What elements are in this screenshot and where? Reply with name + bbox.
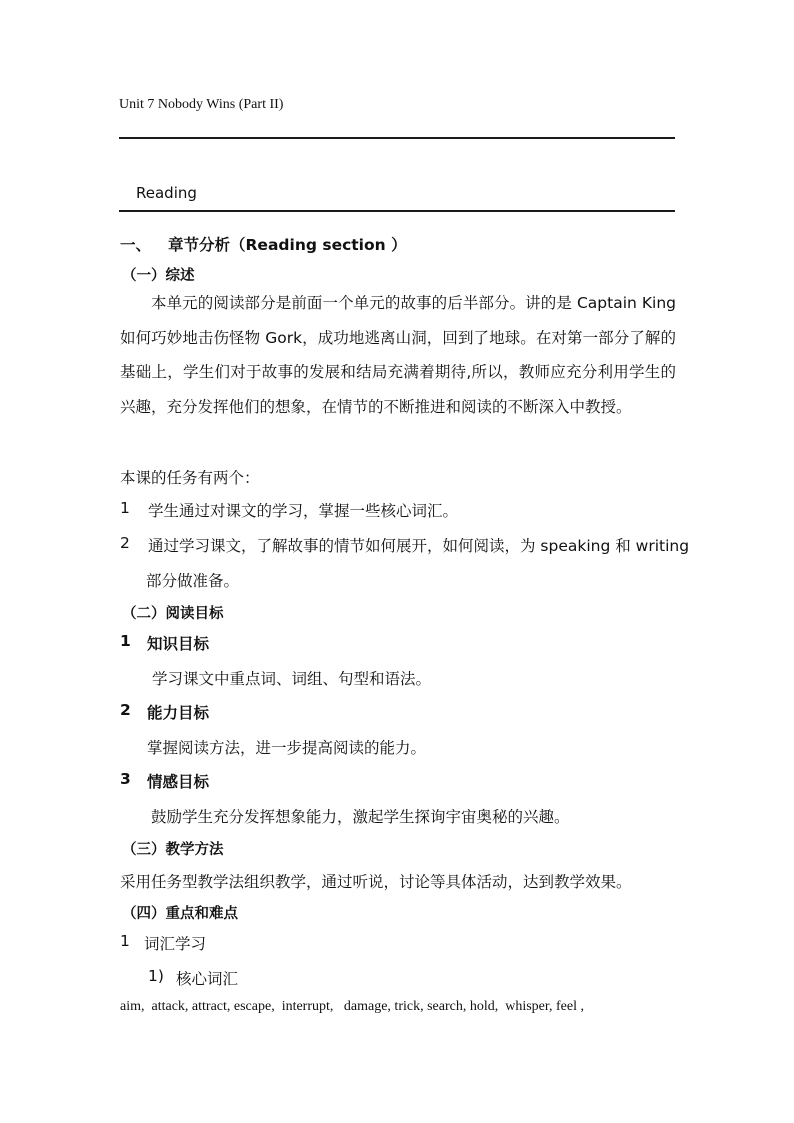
- vocab-number: 1: [120, 932, 130, 950]
- vocab-item: [120, 932, 207, 953]
- task-number: 1: [120, 499, 130, 517]
- chapter-heading-text: 章节分析（Reading section ）: [168, 236, 407, 254]
- goal-item: [120, 632, 210, 653]
- page-header-title: Unit 7 Nobody Wins (Part II): [119, 97, 284, 112]
- core-word-list: aim, attack, attract, escape, interrupt, damage, trick, search, hold, whisper, feel ,: [120, 999, 584, 1014]
- section-label: Reading: [136, 184, 197, 202]
- chapter-heading: [120, 233, 407, 255]
- goal-text: 学习课文中重点词、词组、句型和语法。: [152, 670, 432, 688]
- goal-text: 掌握阅读方法，进一步提高阅读的能力。: [147, 739, 427, 757]
- goal-number: 2: [120, 701, 131, 719]
- goal-title: 能力目标: [147, 704, 210, 722]
- task-item: [120, 534, 690, 555]
- goal-item: [120, 770, 210, 791]
- vocab-title: 词汇学习: [144, 935, 207, 953]
- overview-heading: （一）综述: [122, 268, 195, 284]
- overview-paragraph: 本单元的阅读部分是前面一个单元的故事的后半部分。讲的是 Captain King 如何巧妙地击伤怪物 Gork，成功地逃离山洞，回到了地球。在对第一部分了解的基础上，学生们对于故事的发展和结局充满着期待,所以，教师应充分利用学生的兴趣，充分发挥他们的想象，在情节的不断推进和阅读的不断深入中教授。: [120, 294, 676, 416]
- task-text: 学生通过对课文的学习，掌握一些核心词汇。: [148, 502, 459, 520]
- section-rule: [119, 210, 675, 212]
- goals-heading: （二）阅读目标: [122, 606, 224, 622]
- task-item: [120, 499, 459, 520]
- task-number: 2: [120, 534, 130, 552]
- goal-item: [120, 701, 210, 722]
- goal-number: 1: [120, 632, 131, 650]
- tasks-intro: 本课的任务有两个：: [120, 469, 260, 487]
- goal-title: 知识目标: [147, 635, 210, 653]
- task-text-continuation: 部分做准备。: [146, 572, 240, 590]
- methods-heading: （三）教学方法: [122, 842, 224, 858]
- core-vocab-item: [148, 967, 239, 988]
- goal-number: 3: [120, 770, 131, 788]
- chapter-heading-number: 一、: [120, 236, 152, 254]
- core-vocab-number: 1): [148, 967, 164, 985]
- methods-text: 采用任务型教学法组织教学，通过听说，讨论等具体活动，达到教学效果。: [120, 873, 632, 891]
- header-rule: [119, 137, 675, 139]
- goal-text: 鼓励学生充分发挥想象能力，激起学生探询宇宙奥秘的兴趣。: [151, 808, 570, 826]
- core-vocab-title: 核心词汇: [176, 970, 239, 988]
- key-points-heading: （四）重点和难点: [122, 906, 238, 922]
- goal-title: 情感目标: [147, 773, 210, 791]
- task-text: 通过学习课文，了解故事的情节如何展开，如何阅读，为 speaking 和 writing: [148, 537, 690, 555]
